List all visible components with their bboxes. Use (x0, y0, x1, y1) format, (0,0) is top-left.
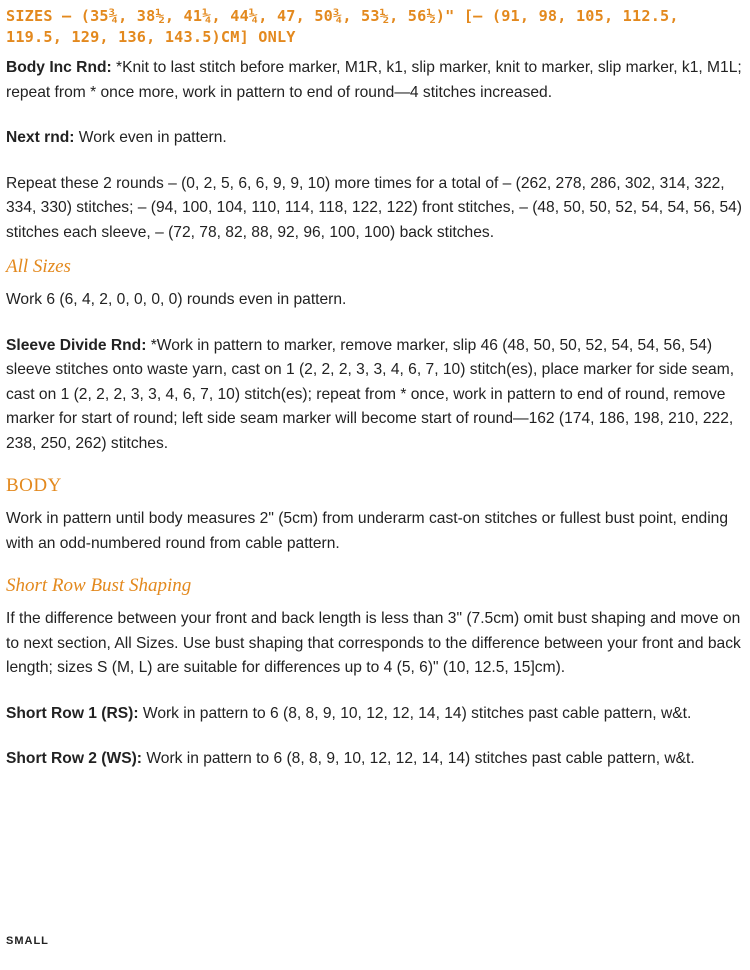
sizes-header: SIZES – (35¾, 38½, 41¼, 44¼, 47, 50¾, 53½, 56½)" [– (91, 98, 105, 112.5, 119.5, 129, 136, 143.5)CM] ONLY (6, 7, 679, 46)
short-row-1-text: Work in pattern to 6 (8, 8, 9, 10, 12, 12, 14, 14) stitches past cable pattern, w&t. (138, 704, 692, 722)
footer-size-label: SMALL (6, 935, 49, 947)
short-row-bust-text: If the difference between your front and back length is less than 3" (7.5cm) omit bust shaping and move on to next section, All Sizes. Use bust shaping that corresponds to the difference between your front and back length; sizes S (M, L) are suitable for differences up to 4 (5, 6)" (10, 12.5, 15]cm). (6, 610, 741, 676)
next-rnd-paragraph (6, 126, 744, 151)
short-row-1-paragraph (6, 702, 744, 727)
sleeve-divide-paragraph (6, 334, 744, 457)
short-row-1-lead: Short Row 1 (RS): (6, 704, 139, 722)
short-row-2-lead: Short Row 2 (WS): (6, 750, 142, 767)
short-row-2-paragraph (6, 747, 744, 772)
body-inc-paragraph (6, 56, 744, 105)
body-inc-lead: Body Inc Rnd: (6, 59, 112, 76)
sleeve-divide-text: *Work in pattern to marker, remove marker, slip 46 (48, 50, 50, 52, 54, 54, 56, 54) sleeve stitches onto waste yarn, cast on 1 (2, 2, 2, 3, 3, 4, 6, 7, 10) stitch(es), place marker for side seam, cast on 1 (2, 2, 2, 3, 3, 4, 6, 7, 10) stitch(es); repeat from * once, work in pattern to end of round, remove marker for start of round; left side seam marker will become start of round—162 (174, 186, 198, 210, 222, 238, 250, 262) stitches. (6, 336, 735, 452)
all-sizes-text: Work 6 (6, 4, 2, 0, 0, 0, 0) rounds even in pattern. (6, 291, 347, 308)
next-rnd-lead: Next rnd: (6, 129, 75, 146)
body-text: Work in pattern until body measures 2" (5cm) from underarm cast-on stitches or fullest bust point, ending with an odd-numbered round from cable pattern. (6, 510, 729, 552)
body-heading: BODY (6, 475, 62, 496)
repeat-paragraph: Repeat these 2 rounds – (0, 2, 5, 6, 6, 9, 9, 10) more times for a total of – (262, 278, 286, 302, 314, 322, 334, 330) stitches; – (94, 100, 104, 110, 114, 118, 122, 122) front stitches, – (48, 50, 50, 52, 54, 54, 56, 54) stitches each sleeve, – (72, 78, 82, 88, 92, 96, 100, 100) back stitches. (6, 174, 742, 241)
body-inc-text: *Knit to last stitch before marker, M1R, k1, slip marker, knit to marker, slip marker, k1, M1L; repeat from * once more, work in pattern to end of round—4 stitches increased. (6, 59, 742, 101)
pattern-page (6, 6, 744, 772)
short-row-bust-heading: Short Row Bust Shaping (6, 575, 192, 596)
next-rnd-text: Work even in pattern. (74, 129, 227, 146)
all-sizes-heading: All Sizes (6, 256, 71, 277)
sleeve-divide-lead: Sleeve Divide Rnd: (6, 336, 147, 354)
short-row-2-text: Work in pattern to 6 (8, 8, 9, 10, 12, 12, 14, 14) stitches past cable pattern, w&t. (142, 750, 695, 767)
